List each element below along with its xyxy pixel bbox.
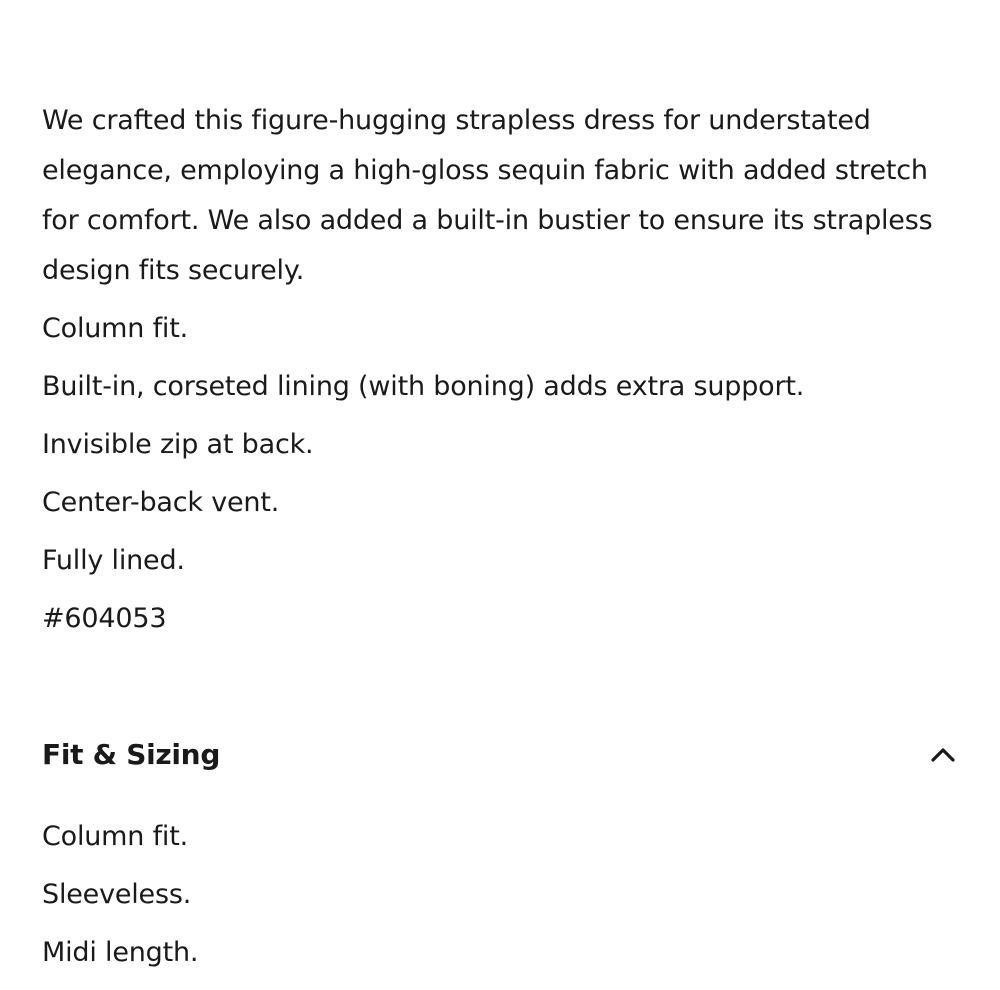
detail-line: Built-in, corseted lining (with boning) adds extra support. [42,371,805,402]
detail-line: Column fit. [42,313,188,344]
fit-sizing-content [42,812,942,986]
product-description [42,96,942,652]
fit-line: Midi length. [42,937,199,968]
style-number: #604053 [42,603,167,634]
fit-line: Sleeveless. [42,879,192,910]
description-paragraph: We crafted this figure-hugging strapless dress for understated elegance, employing a high-gloss sequin fabric with added stretch for comfort. We also added a built-in bustier to ensure its strapless design fits securely. [42,105,933,286]
detail-line: Invisible zip at back. [42,429,314,460]
fit-line: Column fit. [42,821,188,852]
detail-line: Center-back vent. [42,487,280,518]
detail-line: Fully lined. [42,545,185,576]
chevron-up-icon[interactable] [928,739,958,769]
fit-sizing-accordion-header[interactable] [42,726,958,782]
fit-sizing-title: Fit & Sizing [42,737,221,771]
